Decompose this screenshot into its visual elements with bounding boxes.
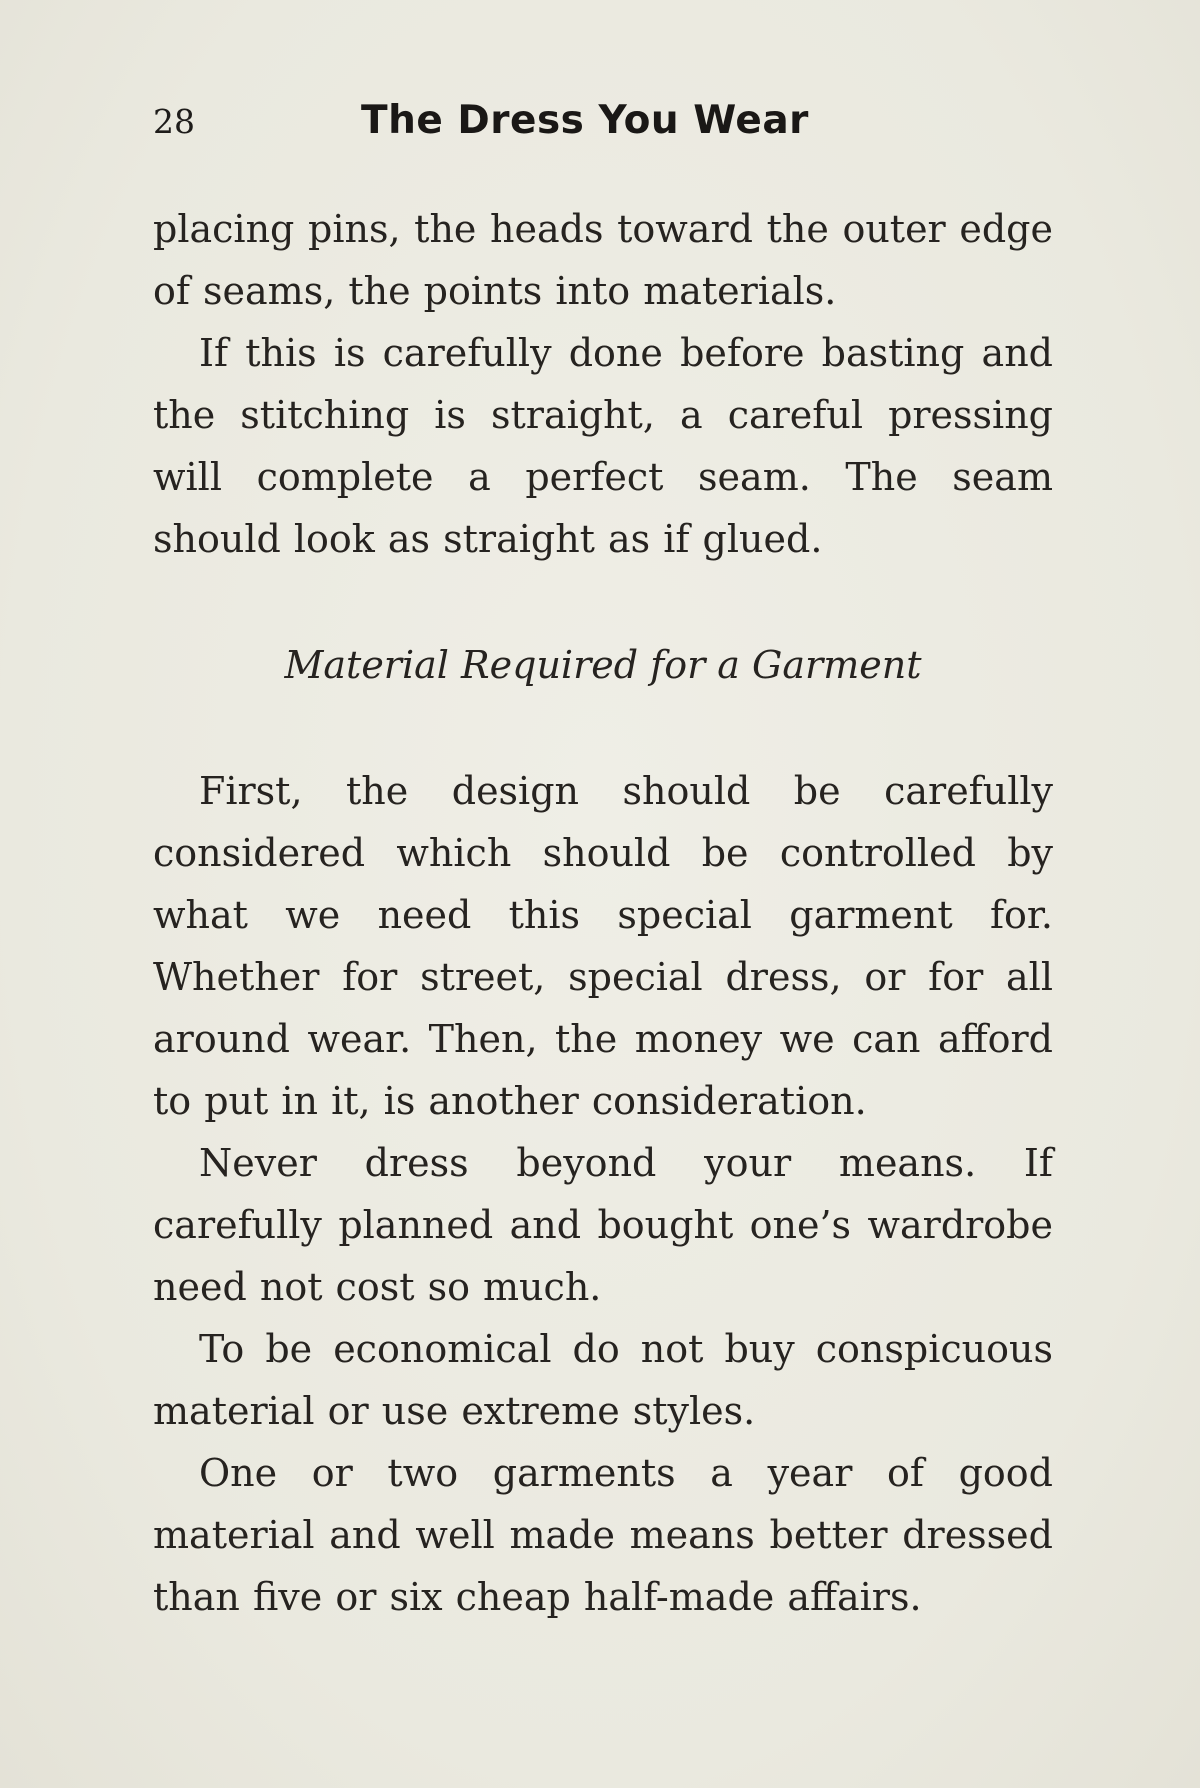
page-number: 28: [153, 102, 195, 141]
paragraph: One or two garments a year of good material and well made means better dressed than five or six cheap half-made affairs.: [153, 1451, 1053, 1619]
text-block-material: [153, 760, 1053, 1628]
text-block-seams: [153, 198, 1053, 570]
paragraph: Never dress beyond your means. If carefully planned and bought one’s wardrobe need not cost so much.: [153, 1141, 1053, 1309]
paragraph: If this is carefully done before basting and the stitching is straight, a careful pressing will complete a perfect seam. The seam should look as straight as if glued.: [153, 331, 1053, 561]
page-header: [153, 98, 1053, 154]
paragraph: First, the design should be carefully considered which should be controlled by what we need this special garment for. Whether for street, special dress, or for all around wear. Then, the money we can afford to put in it, is another consideration.: [153, 769, 1053, 1123]
paragraph: placing pins, the heads toward the outer edge of seams, the points into materials.: [153, 207, 1053, 313]
section-heading: Material Required for a Garment: [284, 643, 922, 687]
paragraph: To be economical do not buy conspicuous material or use extreme styles.: [153, 1327, 1053, 1433]
running-title: The Dress You Wear: [361, 98, 809, 143]
